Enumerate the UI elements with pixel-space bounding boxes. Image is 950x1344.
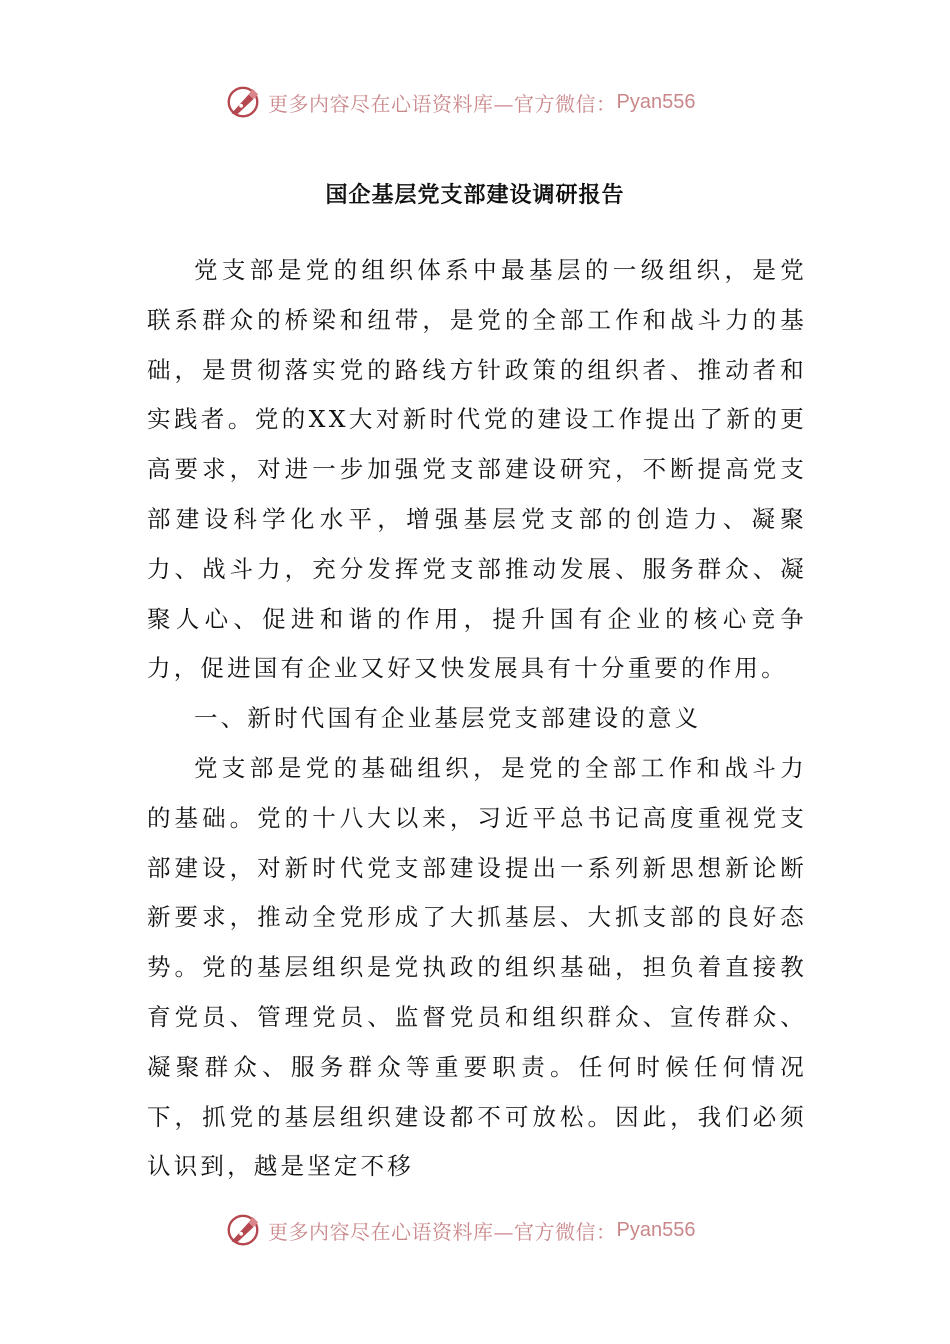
header-banner	[224, 82, 744, 122]
pen-nib-icon	[224, 1211, 262, 1249]
section-heading: 一、新时代国有企业基层党支部建设的意义	[194, 704, 702, 733]
banner-text: 更多内容尽在心语资料库—官方微信：	[268, 91, 617, 116]
section-paragraph: 党支部是党的基础组织，是党的全部工作和战斗力的基础。党的十八大以来，习近平总书记高度重视党支部建设，对新时代党支部建设提出一系列新思想新论断新要求，推动全党形成了大抓基层、大抓支部的良好态势。党的基层组织是党执政的组织基础，担负着直接教育党员、管理党员、监督党员和组织群众、宣传群众、凝聚群众、服务群众等重要职责。任何时候任何情况下，抓党的基层组织建设都不可放松。因此，我们必须认识到，越是坚定不移	[147, 753, 807, 1181]
intro-paragraph: 党支部是党的组织体系中最基层的一级组织，是党联系群众的桥梁和纽带，是党的全部工作和战斗力的基础，是贯彻落实党的路线方针政策的组织者、推动者和实践者。党的XX大对新时代党的建设工作提出了新的更高要求，对进一步加强党支部建设研究，不断提高党支部建设科学化水平，增强基层党支部的创造力、凝聚力、战斗力，充分发挥党支部推动发展、服务群众、凝聚人心、促进和谐的作用，提升国有企业的核心竞争力，促进国有企业又好又快发展具有十分重要的作用。	[147, 256, 807, 683]
pen-nib-icon	[224, 83, 262, 121]
footer-banner	[224, 1210, 744, 1250]
banner-wechat-id: Pyan556	[616, 1218, 696, 1241]
document-body	[147, 246, 807, 1192]
banner-wechat-id: Pyan556	[616, 90, 696, 113]
banner-text: 更多内容尽在心语资料库—官方微信：	[268, 1219, 617, 1244]
document-title: 国企基层党支部建设调研报告	[325, 182, 625, 208]
